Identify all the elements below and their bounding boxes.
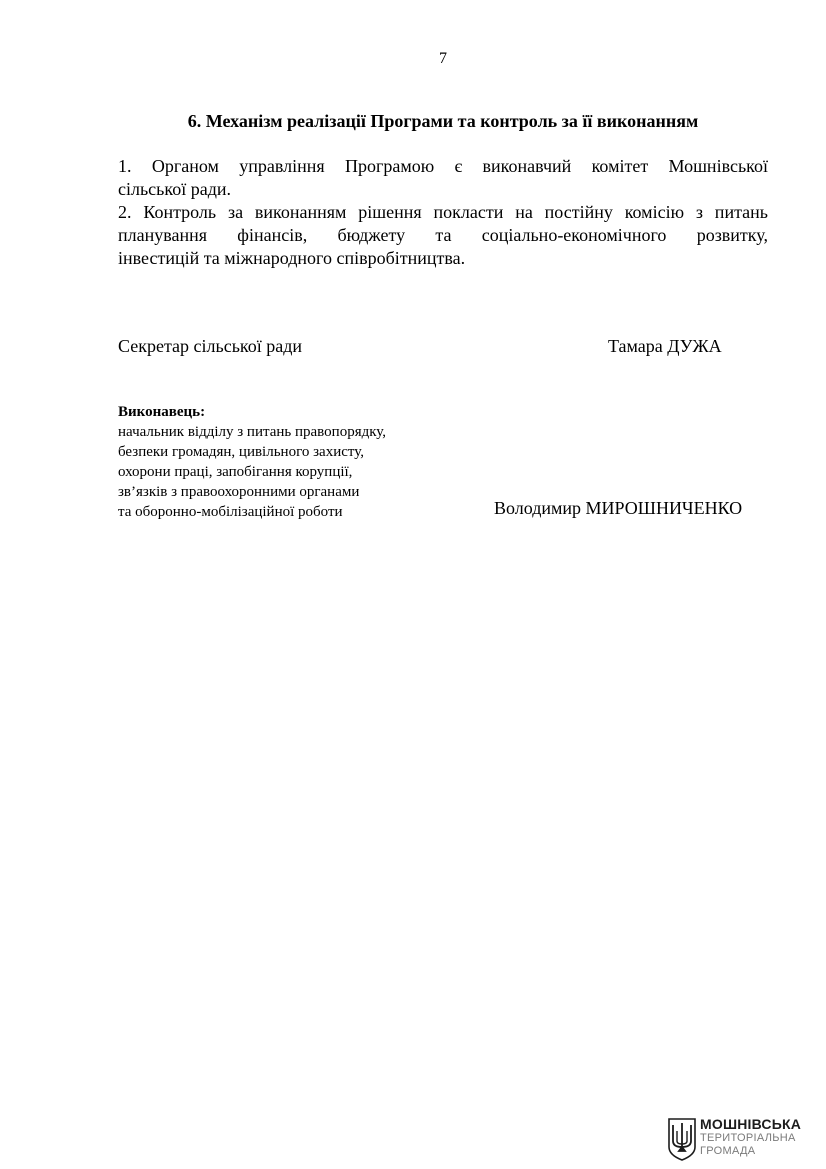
item-2-line-1: 2. Контроль за виконанням рішення покласти на постійну комісію з питань	[118, 202, 768, 222]
item-2	[118, 201, 768, 270]
community-logo	[667, 1117, 817, 1161]
logo-line-2: ТЕРИТОРІАЛЬНА	[700, 1132, 796, 1144]
body-text	[118, 155, 768, 270]
executor-line: начальник відділу з питань правопорядку,	[118, 424, 387, 440]
secretary-title: Секретар сільської ради	[118, 336, 303, 356]
section-title: 6. Механізм реалізації Програми та контроль за її виконанням	[187, 111, 699, 131]
logo-line-1: МОШНІВСЬКА	[700, 1116, 802, 1132]
item-1-line-1: 1. Органом управління Програмою є виконавчий комітет Мошнівської	[118, 156, 768, 176]
logo-line-3: ГРОМАДА	[700, 1145, 756, 1157]
item-1	[118, 155, 768, 201]
logo-text	[700, 1117, 801, 1158]
executor-line: та оборонно-мобілізаційної роботи	[118, 504, 343, 520]
item-1-line-2: сільської ради.	[118, 179, 231, 199]
executor-block	[118, 402, 386, 522]
executor-name: Володимир МИРОШНИЧЕНКО	[494, 498, 743, 518]
executor-label: Виконавець:	[118, 404, 206, 420]
page-number: 7	[439, 50, 447, 67]
executor-line: охорони праці, запобігання корупції,	[118, 464, 353, 480]
executor-line: безпеки громадян, цивільного захисту,	[118, 444, 364, 460]
trident-icon	[667, 1117, 697, 1161]
item-2-line-2: планування фінансів, бюджету та соціально-економічного розвитку,	[118, 225, 768, 245]
item-2-line-3: інвестицій та міжнародного співробітництва.	[118, 248, 466, 268]
secretary-name: Тамара ДУЖА	[608, 336, 722, 356]
executor-line: зв’язків з правоохоронними органами	[118, 484, 360, 500]
